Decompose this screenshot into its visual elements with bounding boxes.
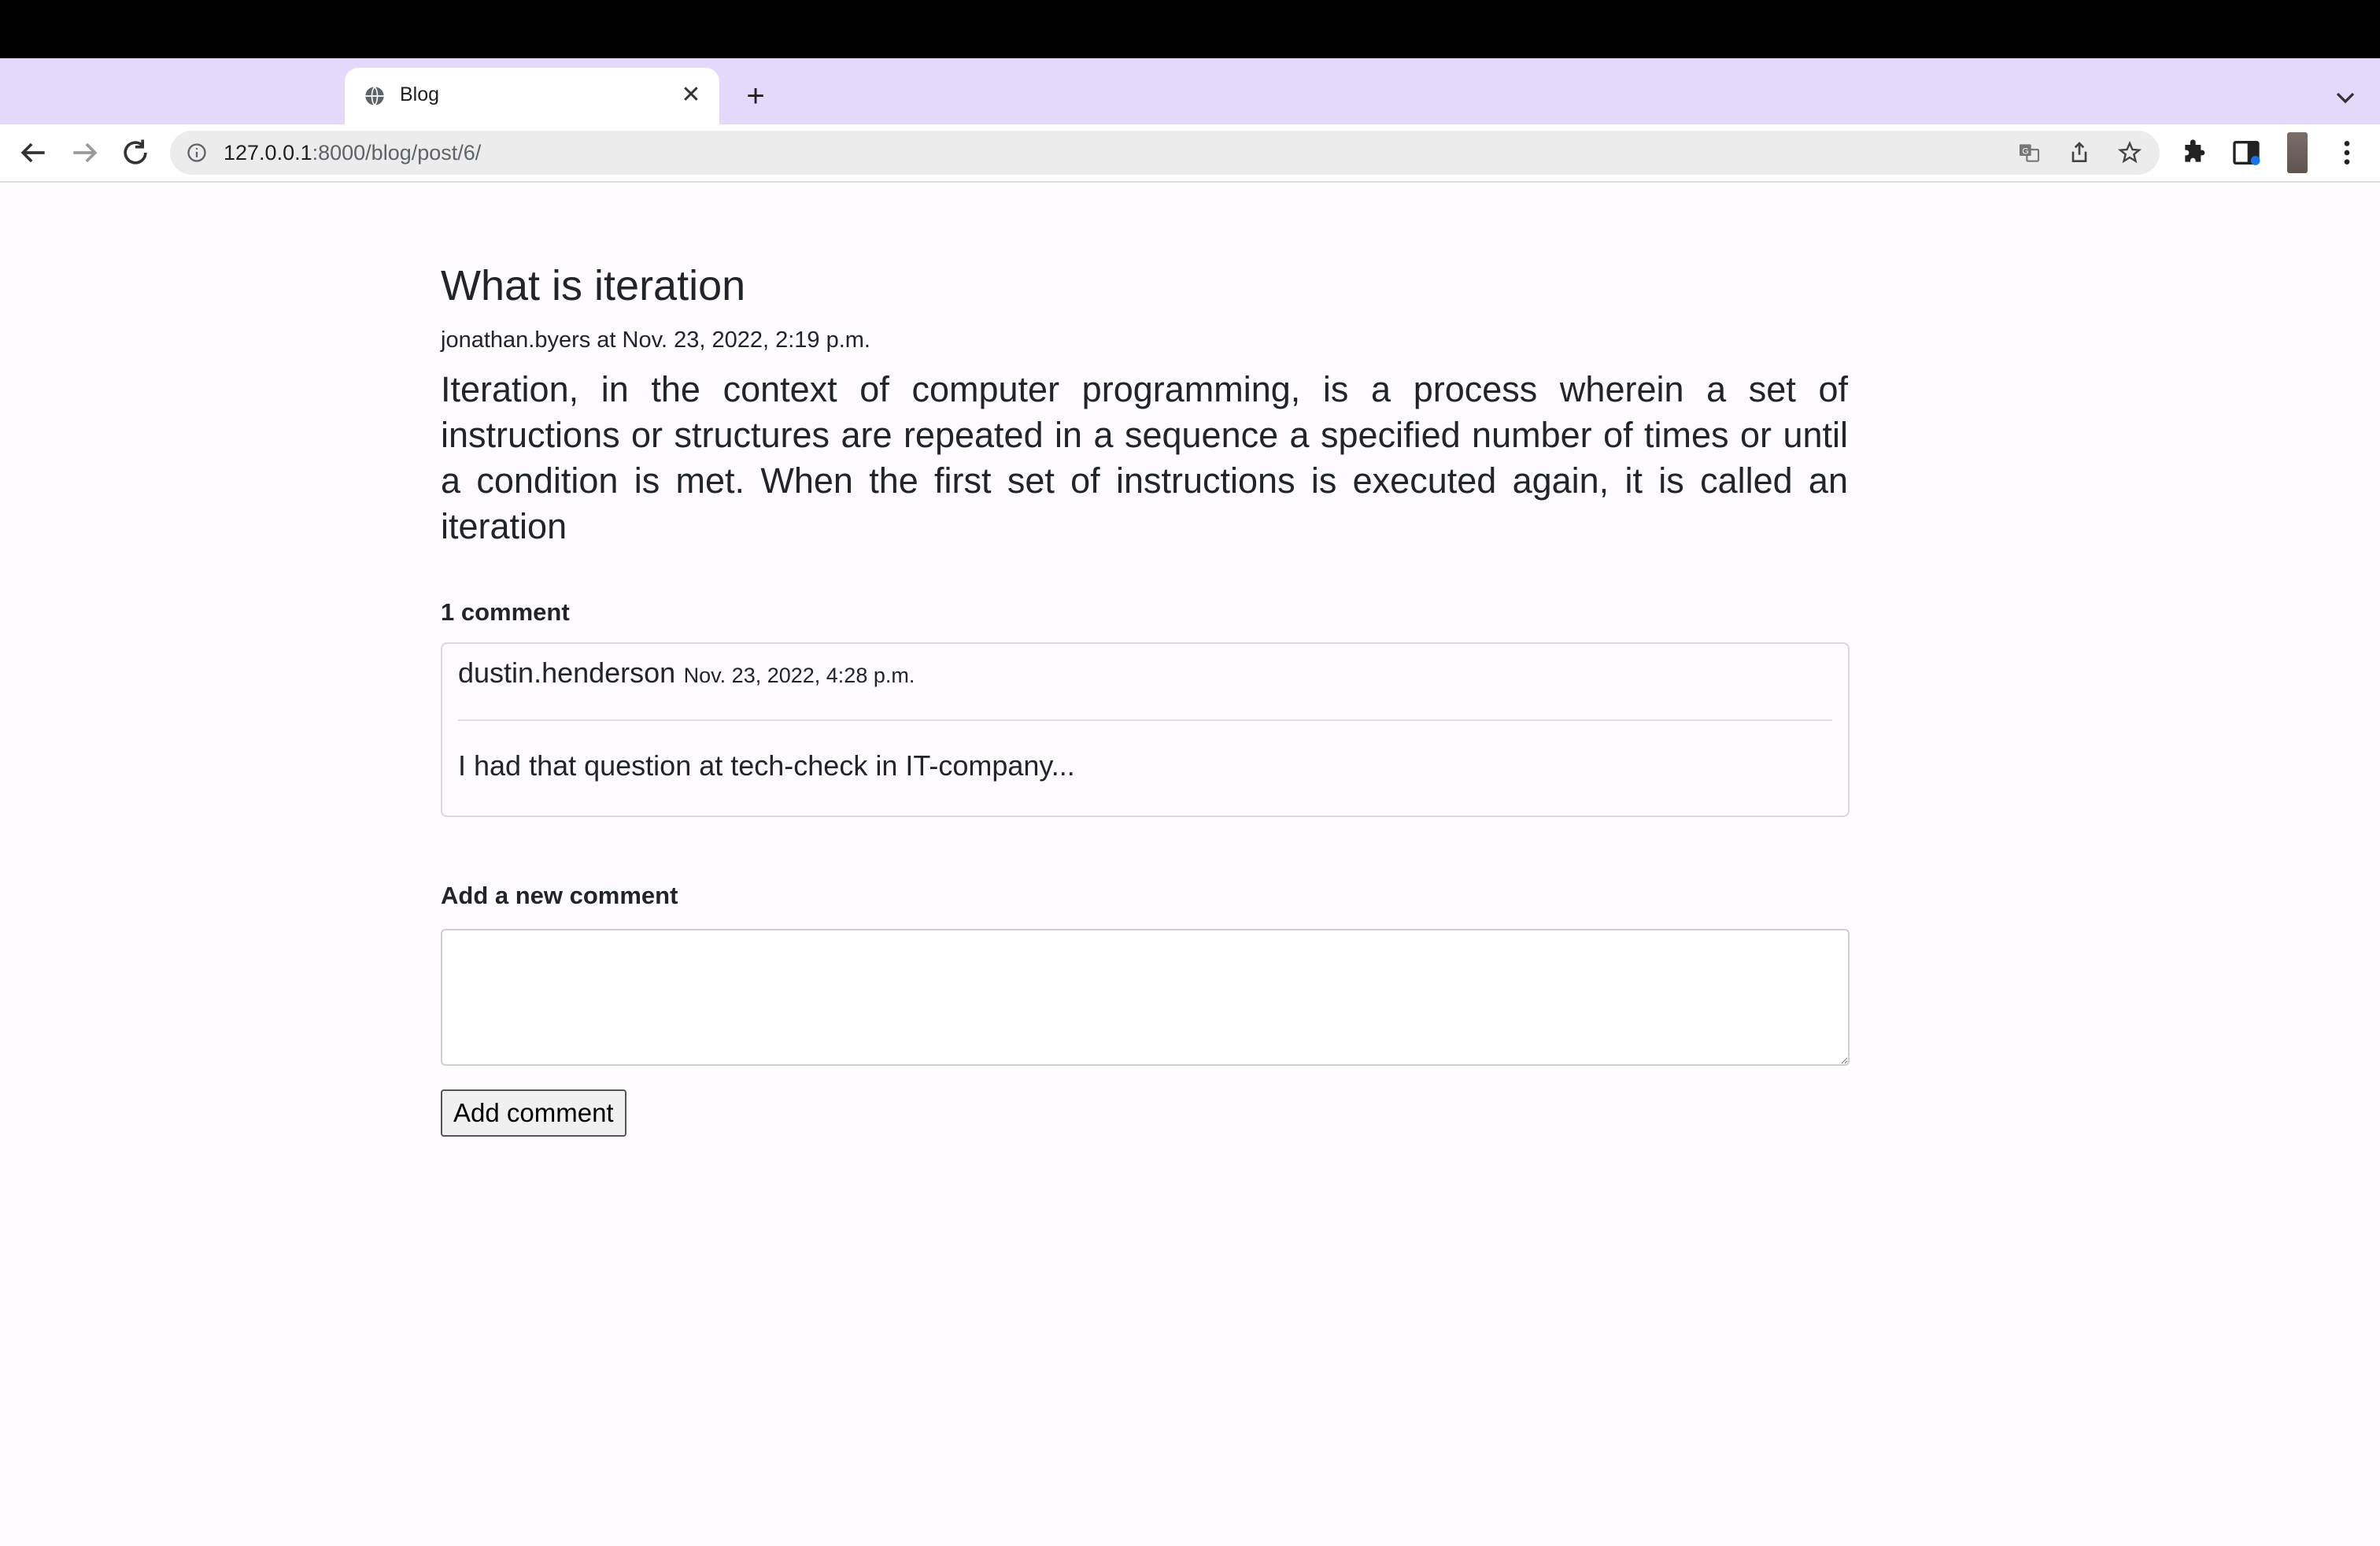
url-text <box>224 141 481 165</box>
new-tab-icon[interactable]: + <box>746 78 765 113</box>
info-icon[interactable] <box>186 142 208 164</box>
comment-textarea[interactable] <box>441 929 1850 1066</box>
comment-card <box>441 642 1850 817</box>
globe-icon <box>364 85 386 107</box>
system-top-bar <box>0 0 2380 58</box>
extensions-icon[interactable] <box>2179 137 2210 168</box>
comment-author: dustin.henderson <box>458 656 676 689</box>
add-comment-heading: Add a new comment <box>441 882 678 909</box>
comment-text: I had that question at tech-check in IT-company... <box>458 749 1075 782</box>
comment-header <box>458 656 915 690</box>
forward-icon[interactable] <box>68 135 102 170</box>
share-icon[interactable] <box>2067 140 2092 165</box>
bookmark-star-icon[interactable] <box>2117 140 2142 165</box>
add-comment-button[interactable]: Add comment <box>441 1089 626 1137</box>
comment-date: Nov. 23, 2022, 4:28 p.m. <box>683 664 915 687</box>
back-icon[interactable] <box>16 135 50 170</box>
menu-kebab-icon[interactable] <box>2331 137 2363 168</box>
comment-divider <box>458 719 1832 721</box>
profile-avatar[interactable] <box>2287 132 2308 173</box>
post-title: What is iteration <box>441 262 746 309</box>
url-host: 127.0.0.1 <box>224 141 312 165</box>
post-body: Iteration, in the context of computer programming, is a process wherein a set of instructions or structures are repeated in a sequence a specified number of times or until a condition is met. When the first set of instructions is executed again, it is called an iteration <box>441 369 1848 546</box>
tab-title: Blog <box>400 83 440 105</box>
tab-blog[interactable] <box>345 68 719 124</box>
svg-text:G: G <box>2022 146 2029 157</box>
url-path: :8000/blog/post/6/ <box>312 141 482 165</box>
tab-search-chevron-icon[interactable] <box>2330 82 2361 113</box>
browser-toolbar <box>0 124 2380 183</box>
address-bar[interactable] <box>170 131 2160 175</box>
translate-icon[interactable] <box>2016 140 2042 165</box>
close-tab-icon[interactable]: ✕ <box>681 81 701 108</box>
post-meta: jonathan.byers at Nov. 23, 2022, 2:19 p.m. <box>441 327 870 353</box>
reload-icon[interactable] <box>118 135 153 170</box>
comments-count: 1 comment <box>441 598 570 626</box>
side-panel-icon[interactable] <box>2230 137 2262 168</box>
